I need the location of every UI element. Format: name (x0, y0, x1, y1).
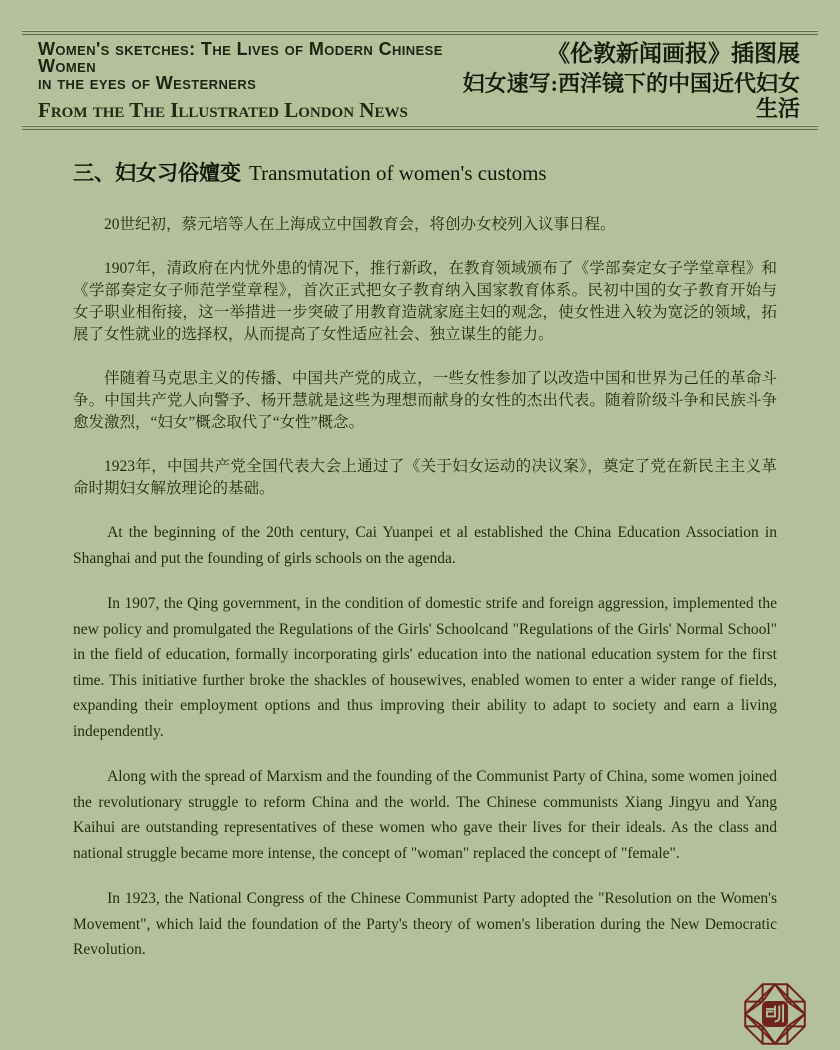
section-heading (73, 158, 777, 188)
header-chinese-block (458, 41, 800, 121)
chinese-paragraph: 1907年，清政府在内忧外患的情况下，推行新政，在教育领域颁布了《学部奏定女子学堂章程》和《学部奏定女子师范学堂章程》，首次正式把女子教育纳入国家教育体系。民初中国的女子教育开始与女子职业相衔接，这一举措进一步突破了用教育造就家庭主妇的观念，使女性进入较为宽泛的领域，拓展了女性就业的选择权，从而提高了女性适应社会、独立谋生的能力。 (73, 260, 777, 343)
chinese-title-line1: 《伦敦新闻画报》插图展 (547, 41, 800, 66)
english-title-line1: Women's sketches: The Lives of Modern Chinese Women (38, 39, 443, 76)
chinese-title-line2: 妇女速写:西洋镜下的中国近代妇女生活 (462, 71, 800, 121)
header-bottom-rule (22, 125, 818, 130)
octagon-lattice-seal-icon (744, 983, 806, 1045)
english-paragraph: In 1907, the Qing government, in the condition of domestic strife and foreign aggression, implemented the new policy and promulgated the Regulations of the Girls' Schoolcand "Regulations of the Girls' Normal School" in the field of education, formally incorporating girls' education into the national education system for the first time. This initiative further broke the shackles of housewives, enabled women to enter a wider range of fields, expanding their employment options and thus improving their ability to adapt to society and earn a living independently. (73, 595, 777, 740)
chinese-paragraph: 20世纪初，蔡元培等人在上海成立中国教育会，将创办女校列入议事日程。 (104, 216, 616, 233)
english-title (38, 41, 458, 92)
header (22, 35, 818, 125)
chinese-paragraph: 1923年，中国共产党全国代表大会上通过了《关于妇女运动的决议案》，奠定了党在新民主主义革命时期妇女解放理论的基础。 (73, 458, 777, 497)
header-english-block (38, 41, 458, 121)
source-attribution: From the The Illustrated London News (38, 98, 408, 122)
chinese-paragraph: 伴随着马克思主义的传播、中国共产党的成立，一些女性参加了以改造中国和世界为己任的革命斗争。中国共产党人向警予、杨开慧就是这些为理想而献身的女性的杰出代表。随着阶级斗争和民族斗争愈发激烈，“妇女”概念取代了“女性”概念。 (73, 370, 777, 431)
section-heading-chinese: 三、妇女习俗嬗变 (73, 161, 241, 185)
english-paragraph: In 1923, the National Congress of the Chinese Communist Party adopted the "Resolution on the Women's Movement", which laid the foundation of the Party's theory of women's liberation during the New Democratic Revolution. (73, 890, 777, 958)
english-paragraph: At the beginning of the 20th century, Cai Yuanpei et al established the China Education Association in Shanghai and put the founding of girls schools on the agenda. (73, 524, 777, 567)
english-paragraph: Along with the spread of Marxism and the founding of the Communist Party of China, some women joined the revolutionary struggle to reform China and the world. The Chinese communists Xiang Jingyu and Yang Kaihui are outstanding representatives of these women who gave their lives for their ideals. As the class and national struggle became more intense, the concept of "woman" replaced the concept of "female". (73, 768, 777, 862)
section-heading-english: Transmutation of women's customs (249, 161, 547, 185)
english-title-line2: in the eyes of Westerners (38, 73, 257, 93)
main-content (73, 158, 777, 963)
